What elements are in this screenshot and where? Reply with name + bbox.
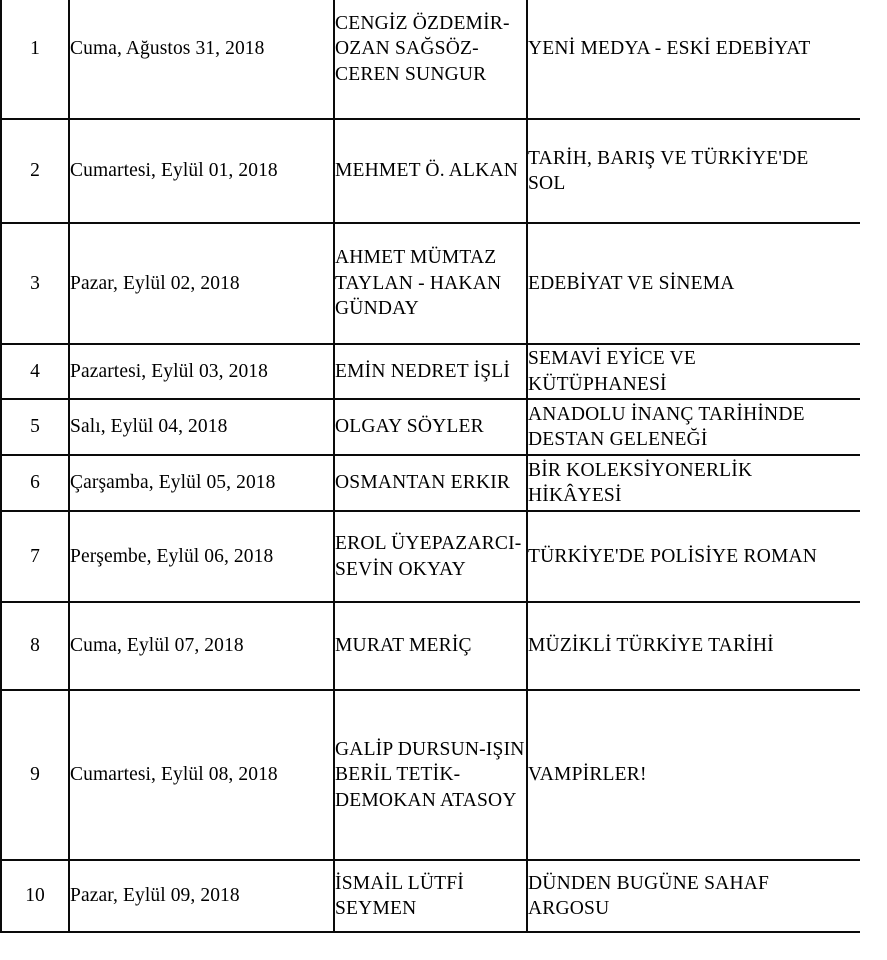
row-topic-cell: [527, 0, 861, 119]
schedule-table-body: [1, 0, 861, 932]
row-date-cell: Cuma, Ağustos 31, 2018: [69, 0, 334, 119]
row-date-cell: Salı, Eylül 04, 2018: [69, 399, 334, 455]
row-number-cell: 10: [1, 860, 69, 932]
row-date-cell: Pazar, Eylül 09, 2018: [69, 860, 334, 932]
guest-line: EMİN NEDRET İŞLİ: [335, 360, 511, 382]
row-guest-cell: [334, 119, 527, 223]
row-guest-cell: [334, 399, 527, 455]
row-date-cell: Pazar, Eylül 02, 2018: [69, 223, 334, 344]
row-topic-cell: [527, 344, 861, 399]
row-number-cell: 5: [1, 399, 69, 455]
topic-line: DESTAN GELENEĞİ: [528, 429, 708, 450]
topic-line: DÜNDEN BUGÜNE SAHAF: [528, 872, 770, 894]
topic-line: YENİ MEDYA - ESKİ EDEBİYAT: [528, 38, 811, 60]
topic-line: VAMPİRLER!: [528, 764, 647, 786]
row-number-cell: 4: [1, 344, 69, 399]
topic-line: SOL: [528, 173, 566, 194]
guest-line: GÜNDAY: [335, 298, 419, 320]
topic-line: TARİH, BARIŞ VE TÜRKİYE'DE: [528, 147, 809, 169]
guest-line: CENGİZ ÖZDEMİR-: [335, 12, 510, 34]
topic-line: TÜRKİYE'DE POLİSİYE ROMAN: [528, 545, 818, 567]
table-row: [1, 690, 861, 860]
row-topic-cell: [527, 455, 861, 511]
row-guest-cell: [334, 690, 527, 860]
row-topic-cell: [527, 511, 861, 602]
row-number-cell: 3: [1, 223, 69, 344]
guest-line: DEMOKAN ATASOY: [335, 789, 517, 811]
guest-line: SEVİN OKYAY: [335, 558, 466, 580]
row-topic-cell: [527, 223, 861, 344]
row-guest-cell: [334, 511, 527, 602]
table-row: [1, 119, 861, 223]
table-row: [1, 0, 861, 119]
table-row: [1, 344, 861, 399]
table-row: [1, 455, 861, 511]
row-number-cell: 9: [1, 690, 69, 860]
row-date-cell: Cumartesi, Eylül 01, 2018: [69, 119, 334, 223]
table-row: [1, 511, 861, 602]
row-topic-cell: [527, 690, 861, 860]
row-guest-cell: [334, 860, 527, 932]
table-row: [1, 602, 861, 690]
row-guest-cell: [334, 602, 527, 690]
row-date-cell: Cumartesi, Eylül 08, 2018: [69, 690, 334, 860]
row-date-cell: Pazartesi, Eylül 03, 2018: [69, 344, 334, 399]
topic-line: ARGOSU: [528, 898, 610, 919]
guest-line: OZAN SAĞSÖZ-: [335, 38, 479, 60]
row-date-cell: Perşembe, Eylül 06, 2018: [69, 511, 334, 602]
row-topic-cell: [527, 860, 861, 932]
row-number-cell: 7: [1, 511, 69, 602]
table-row: [1, 399, 861, 455]
row-number-cell: 6: [1, 455, 69, 511]
topic-line: BİR KOLEKSİYONERLİK: [528, 459, 753, 481]
row-date-cell: Cuma, Eylül 07, 2018: [69, 602, 334, 690]
row-number-cell: 8: [1, 602, 69, 690]
guest-line: OSMANTAN ERKIR: [335, 472, 511, 494]
row-topic-cell: [527, 119, 861, 223]
page-right-margin: [860, 0, 887, 938]
row-guest-cell: [334, 344, 527, 399]
row-guest-cell: [334, 455, 527, 511]
row-guest-cell: [334, 0, 527, 119]
topic-line: HİKÂYESİ: [528, 485, 622, 506]
guest-line: CEREN SUNGUR: [335, 63, 487, 85]
row-guest-cell: [334, 223, 527, 344]
topic-line: MÜZİKLİ TÜRKİYE TARİHİ: [528, 635, 774, 657]
guest-line: OLGAY SÖYLER: [335, 416, 484, 438]
guest-line: MURAT MERİÇ: [335, 635, 472, 657]
guest-line: SEYMEN: [335, 898, 417, 919]
topic-line: KÜTÜPHANESİ: [528, 373, 667, 395]
topic-line: ANADOLU İNANÇ TARİHİNDE: [528, 403, 805, 425]
guest-line: İSMAİL LÜTFİ: [335, 872, 464, 894]
guest-line: EROL ÜYEPAZARCI-: [335, 533, 522, 555]
topic-line: SEMAVİ EYİCE VE: [528, 348, 697, 370]
table-row: [1, 223, 861, 344]
row-number-cell: 1: [1, 0, 69, 119]
guest-line: BERİL TETİK-: [335, 764, 461, 786]
guest-line: GALİP DURSUN-IŞIN: [335, 738, 525, 760]
guest-line: MEHMET Ö. ALKAN: [335, 160, 519, 182]
row-date-cell: Çarşamba, Eylül 05, 2018: [69, 455, 334, 511]
row-topic-cell: [527, 399, 861, 455]
table-row: [1, 860, 861, 932]
topic-line: EDEBİYAT VE SİNEMA: [528, 272, 735, 294]
row-topic-cell: [527, 602, 861, 690]
guest-line: TAYLAN - HAKAN: [335, 272, 502, 294]
guest-line: AHMET MÜMTAZ: [335, 247, 497, 269]
row-number-cell: 2: [1, 119, 69, 223]
